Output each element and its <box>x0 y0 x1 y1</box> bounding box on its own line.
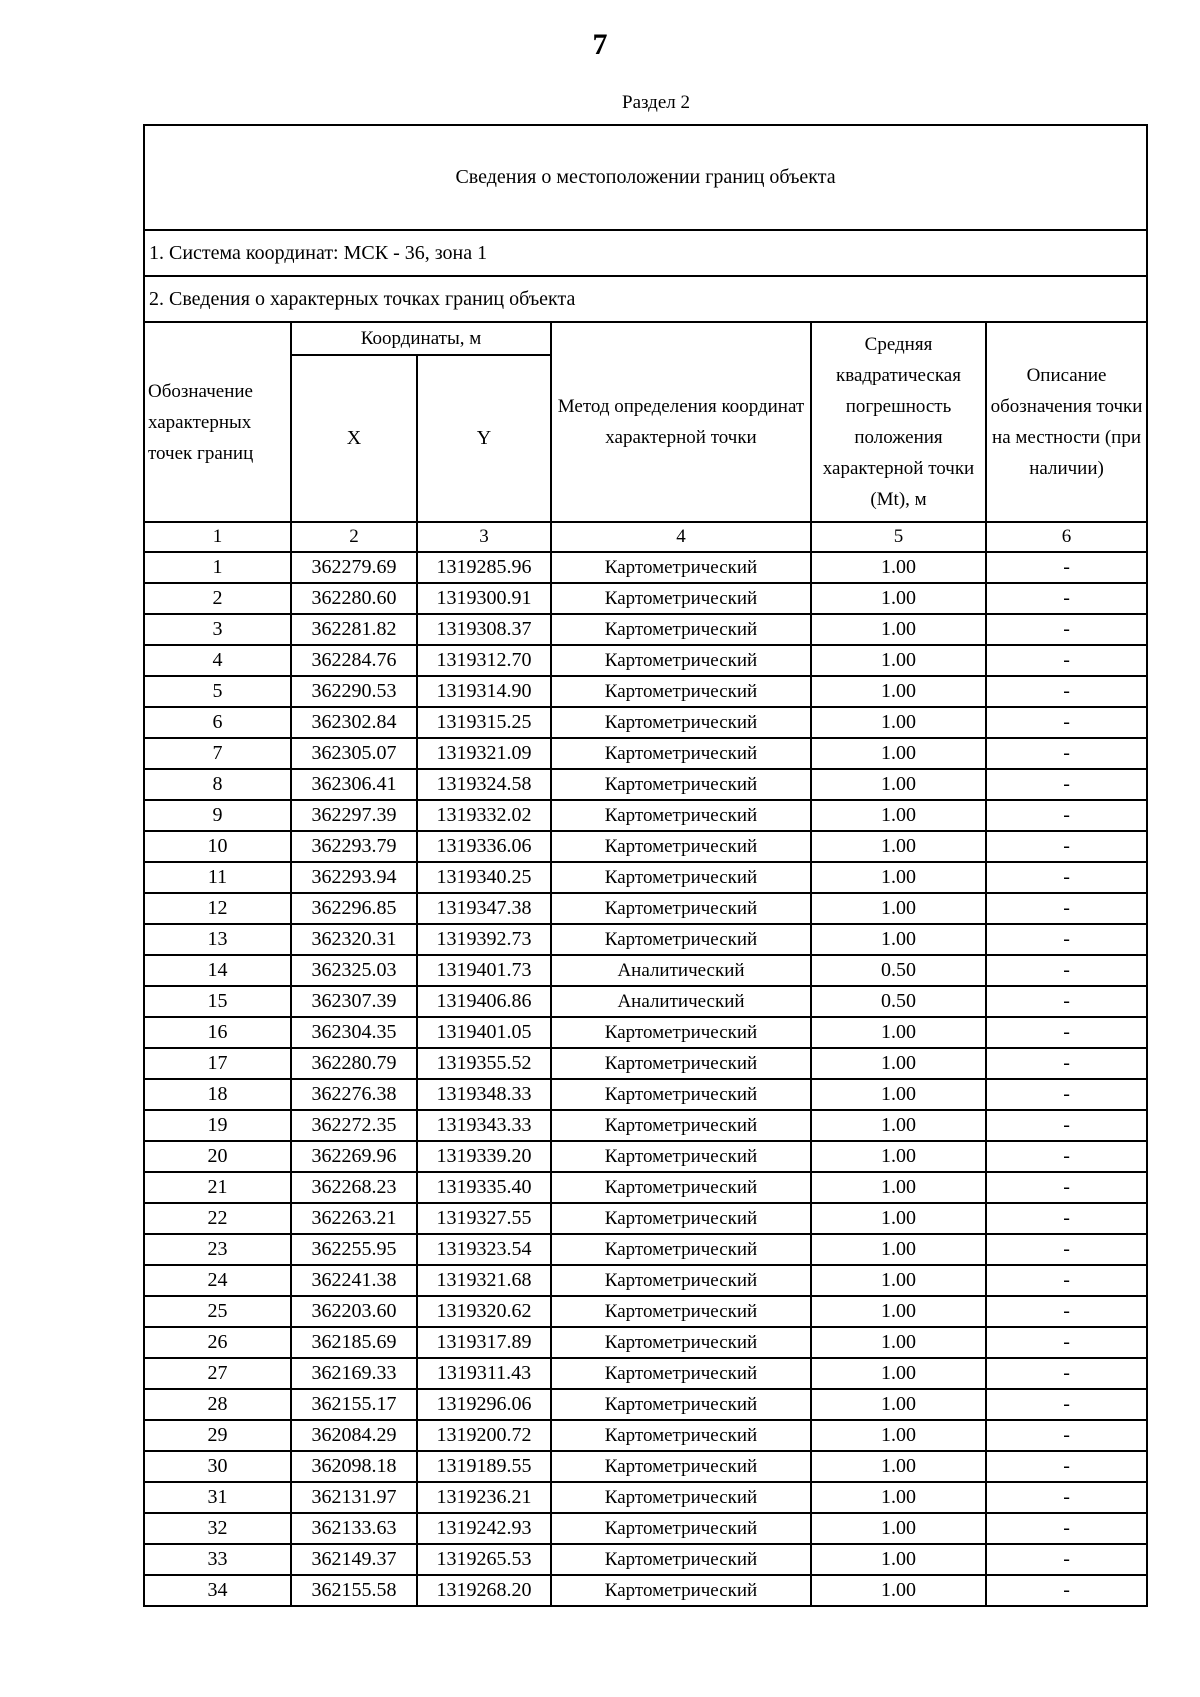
method-cell: Картометрический <box>551 676 811 707</box>
y-coordinate-cell: 1319401.05 <box>417 1017 551 1048</box>
description-cell: - <box>986 955 1147 986</box>
method-cell: Картометрический <box>551 1110 811 1141</box>
accuracy-cell: 1.00 <box>811 1544 986 1575</box>
description-cell: - <box>986 738 1147 769</box>
header-coordinates: Координаты, м <box>291 322 551 355</box>
y-coordinate-cell: 1319348.33 <box>417 1079 551 1110</box>
accuracy-cell: 1.00 <box>811 1265 986 1296</box>
point-number-cell: 7 <box>144 738 291 769</box>
x-coordinate-cell: 362155.58 <box>291 1575 417 1606</box>
accuracy-cell: 1.00 <box>811 831 986 862</box>
y-coordinate-cell: 1319300.91 <box>417 583 551 614</box>
method-cell: Картометрический <box>551 614 811 645</box>
x-coordinate-cell: 362297.39 <box>291 800 417 831</box>
description-cell: - <box>986 1141 1147 1172</box>
table-row <box>144 1203 1147 1234</box>
point-number-cell: 10 <box>144 831 291 862</box>
description-cell: - <box>986 707 1147 738</box>
table-row <box>144 1048 1147 1079</box>
y-coordinate-cell: 1319355.52 <box>417 1048 551 1079</box>
description-cell: - <box>986 1172 1147 1203</box>
accuracy-cell: 1.00 <box>811 893 986 924</box>
table-row <box>144 831 1147 862</box>
y-coordinate-cell: 1319311.43 <box>417 1358 551 1389</box>
table-row <box>144 800 1147 831</box>
method-cell: Картометрический <box>551 1079 811 1110</box>
y-coordinate-cell: 1319321.09 <box>417 738 551 769</box>
coord-system-info: 1. Система координат: МСК - 36, зона 1 <box>144 230 1147 276</box>
description-cell: - <box>986 1048 1147 1079</box>
point-number-cell: 26 <box>144 1327 291 1358</box>
x-coordinate-cell: 362290.53 <box>291 676 417 707</box>
method-cell: Картометрический <box>551 1265 811 1296</box>
header-x: X <box>291 355 417 522</box>
description-cell: - <box>986 1482 1147 1513</box>
accuracy-cell: 1.00 <box>811 1234 986 1265</box>
y-coordinate-cell: 1319242.93 <box>417 1513 551 1544</box>
description-cell: - <box>986 1296 1147 1327</box>
table-row <box>144 614 1147 645</box>
y-coordinate-cell: 1319327.55 <box>417 1203 551 1234</box>
method-cell: Картометрический <box>551 1141 811 1172</box>
accuracy-cell: 1.00 <box>811 1296 986 1327</box>
x-coordinate-cell: 362268.23 <box>291 1172 417 1203</box>
x-coordinate-cell: 362149.37 <box>291 1544 417 1575</box>
x-coordinate-cell: 362241.38 <box>291 1265 417 1296</box>
header-accuracy: Средняя квадратическая погрешность положения характерной точки (Mt), м <box>811 322 986 522</box>
point-number-cell: 20 <box>144 1141 291 1172</box>
point-number-cell: 21 <box>144 1172 291 1203</box>
point-number-cell: 34 <box>144 1575 291 1606</box>
method-cell: Картометрический <box>551 1327 811 1358</box>
table-row <box>144 862 1147 893</box>
y-coordinate-cell: 1319315.25 <box>417 707 551 738</box>
method-cell: Картометрический <box>551 862 811 893</box>
table-row <box>144 1389 1147 1420</box>
method-cell: Картометрический <box>551 1482 811 1513</box>
description-cell: - <box>986 986 1147 1017</box>
x-coordinate-cell: 362279.69 <box>291 552 417 583</box>
description-cell: - <box>986 1575 1147 1606</box>
table-title: Сведения о местоположении границ объекта <box>144 125 1147 230</box>
accuracy-cell: 1.00 <box>811 1575 986 1606</box>
page-number: 7 <box>592 28 608 61</box>
accuracy-cell: 1.00 <box>811 1079 986 1110</box>
table-row <box>144 552 1147 583</box>
table-row <box>144 955 1147 986</box>
accuracy-cell: 1.00 <box>811 738 986 769</box>
x-coordinate-cell: 362284.76 <box>291 645 417 676</box>
description-cell: - <box>986 1203 1147 1234</box>
point-number-cell: 22 <box>144 1203 291 1234</box>
accuracy-cell: 1.00 <box>811 645 986 676</box>
description-cell: - <box>986 1265 1147 1296</box>
y-coordinate-cell: 1319285.96 <box>417 552 551 583</box>
point-number-cell: 25 <box>144 1296 291 1327</box>
header-point-designation: Обозначение характерных точек границ <box>144 322 291 522</box>
point-number-cell: 24 <box>144 1265 291 1296</box>
description-cell: - <box>986 831 1147 862</box>
description-cell: - <box>986 800 1147 831</box>
method-cell: Картометрический <box>551 1420 811 1451</box>
method-cell: Картометрический <box>551 769 811 800</box>
description-cell: - <box>986 924 1147 955</box>
x-coordinate-cell: 362276.38 <box>291 1079 417 1110</box>
table-row <box>144 1482 1147 1513</box>
description-cell: - <box>986 893 1147 924</box>
table-row <box>144 924 1147 955</box>
y-coordinate-cell: 1319336.06 <box>417 831 551 862</box>
point-number-cell: 8 <box>144 769 291 800</box>
y-coordinate-cell: 1319189.55 <box>417 1451 551 1482</box>
point-number-cell: 30 <box>144 1451 291 1482</box>
y-coordinate-cell: 1319343.33 <box>417 1110 551 1141</box>
table-row <box>144 1017 1147 1048</box>
y-coordinate-cell: 1319324.58 <box>417 769 551 800</box>
accuracy-cell: 1.00 <box>811 924 986 955</box>
point-number-cell: 17 <box>144 1048 291 1079</box>
method-cell: Картометрический <box>551 1203 811 1234</box>
table-row <box>144 1451 1147 1482</box>
method-cell: Картометрический <box>551 893 811 924</box>
point-number-cell: 2 <box>144 583 291 614</box>
y-coordinate-cell: 1319332.02 <box>417 800 551 831</box>
method-cell: Аналитический <box>551 955 811 986</box>
description-cell: - <box>986 1327 1147 1358</box>
x-coordinate-cell: 362306.41 <box>291 769 417 800</box>
description-cell: - <box>986 1079 1147 1110</box>
x-coordinate-cell: 362098.18 <box>291 1451 417 1482</box>
table-row <box>144 738 1147 769</box>
method-cell: Картометрический <box>551 1451 811 1482</box>
table-row <box>144 1079 1147 1110</box>
method-cell: Картометрический <box>551 1296 811 1327</box>
table-row <box>144 676 1147 707</box>
x-coordinate-cell: 362169.33 <box>291 1358 417 1389</box>
column-number: 5 <box>811 522 986 552</box>
point-number-cell: 3 <box>144 614 291 645</box>
point-number-cell: 11 <box>144 862 291 893</box>
description-cell: - <box>986 1420 1147 1451</box>
method-cell: Картометрический <box>551 1513 811 1544</box>
x-coordinate-cell: 362320.31 <box>291 924 417 955</box>
column-number: 6 <box>986 522 1147 552</box>
y-coordinate-cell: 1319339.20 <box>417 1141 551 1172</box>
method-cell: Картометрический <box>551 645 811 676</box>
description-cell: - <box>986 1544 1147 1575</box>
description-cell: - <box>986 1513 1147 1544</box>
table-row <box>144 986 1147 1017</box>
description-cell: - <box>986 1234 1147 1265</box>
x-coordinate-cell: 362305.07 <box>291 738 417 769</box>
x-coordinate-cell: 362133.63 <box>291 1513 417 1544</box>
header-description: Описание обозначения точки на местности (при наличии) <box>986 322 1147 522</box>
y-coordinate-cell: 1319335.40 <box>417 1172 551 1203</box>
x-coordinate-cell: 362255.95 <box>291 1234 417 1265</box>
accuracy-cell: 1.00 <box>811 1203 986 1234</box>
accuracy-cell: 1.00 <box>811 1110 986 1141</box>
accuracy-cell: 1.00 <box>811 1451 986 1482</box>
description-cell: - <box>986 1451 1147 1482</box>
x-coordinate-cell: 362280.60 <box>291 583 417 614</box>
table-row <box>144 1172 1147 1203</box>
table-row <box>144 707 1147 738</box>
point-number-cell: 31 <box>144 1482 291 1513</box>
y-coordinate-cell: 1319321.68 <box>417 1265 551 1296</box>
method-cell: Картометрический <box>551 1389 811 1420</box>
y-coordinate-cell: 1319347.38 <box>417 893 551 924</box>
accuracy-cell: 1.00 <box>811 707 986 738</box>
table-row <box>144 893 1147 924</box>
table-row <box>144 1358 1147 1389</box>
x-coordinate-cell: 362304.35 <box>291 1017 417 1048</box>
y-coordinate-cell: 1319340.25 <box>417 862 551 893</box>
description-cell: - <box>986 1017 1147 1048</box>
accuracy-cell: 0.50 <box>811 986 986 1017</box>
method-cell: Картометрический <box>551 552 811 583</box>
description-cell: - <box>986 645 1147 676</box>
column-number-row <box>144 522 1147 552</box>
y-coordinate-cell: 1319406.86 <box>417 986 551 1017</box>
point-number-cell: 4 <box>144 645 291 676</box>
x-coordinate-cell: 362272.35 <box>291 1110 417 1141</box>
x-coordinate-cell: 362302.84 <box>291 707 417 738</box>
accuracy-cell: 1.00 <box>811 676 986 707</box>
description-cell: - <box>986 583 1147 614</box>
method-cell: Картометрический <box>551 583 811 614</box>
x-coordinate-cell: 362296.85 <box>291 893 417 924</box>
accuracy-cell: 0.50 <box>811 955 986 986</box>
accuracy-cell: 1.00 <box>811 1482 986 1513</box>
point-number-cell: 12 <box>144 893 291 924</box>
description-cell: - <box>986 614 1147 645</box>
x-coordinate-cell: 362325.03 <box>291 955 417 986</box>
accuracy-cell: 1.00 <box>811 800 986 831</box>
table-row <box>144 1544 1147 1575</box>
method-cell: Картометрический <box>551 1017 811 1048</box>
x-coordinate-cell: 362203.60 <box>291 1296 417 1327</box>
table-row <box>144 1234 1147 1265</box>
y-coordinate-cell: 1319265.53 <box>417 1544 551 1575</box>
header-y: Y <box>417 355 551 522</box>
description-cell: - <box>986 676 1147 707</box>
y-coordinate-cell: 1319392.73 <box>417 924 551 955</box>
table-row <box>144 1513 1147 1544</box>
point-number-cell: 28 <box>144 1389 291 1420</box>
table-row <box>144 1420 1147 1451</box>
method-cell: Картометрический <box>551 1048 811 1079</box>
accuracy-cell: 1.00 <box>811 1389 986 1420</box>
x-coordinate-cell: 362269.96 <box>291 1141 417 1172</box>
column-number: 2 <box>291 522 417 552</box>
x-coordinate-cell: 362293.79 <box>291 831 417 862</box>
point-number-cell: 29 <box>144 1420 291 1451</box>
method-cell: Картометрический <box>551 1544 811 1575</box>
table-row <box>144 1141 1147 1172</box>
y-coordinate-cell: 1319200.72 <box>417 1420 551 1451</box>
point-number-cell: 1 <box>144 552 291 583</box>
accuracy-cell: 1.00 <box>811 1141 986 1172</box>
x-coordinate-cell: 362084.29 <box>291 1420 417 1451</box>
point-number-cell: 19 <box>144 1110 291 1141</box>
point-number-cell: 23 <box>144 1234 291 1265</box>
point-number-cell: 16 <box>144 1017 291 1048</box>
x-coordinate-cell: 362307.39 <box>291 986 417 1017</box>
accuracy-cell: 1.00 <box>811 1358 986 1389</box>
point-number-cell: 6 <box>144 707 291 738</box>
point-number-cell: 32 <box>144 1513 291 1544</box>
point-number-cell: 27 <box>144 1358 291 1389</box>
description-cell: - <box>986 769 1147 800</box>
x-coordinate-cell: 362185.69 <box>291 1327 417 1358</box>
table-row <box>144 583 1147 614</box>
accuracy-cell: 1.00 <box>811 552 986 583</box>
table-row <box>144 645 1147 676</box>
method-cell: Картометрический <box>551 738 811 769</box>
x-coordinate-cell: 362280.79 <box>291 1048 417 1079</box>
method-cell: Картометрический <box>551 924 811 955</box>
x-coordinate-cell: 362263.21 <box>291 1203 417 1234</box>
description-cell: - <box>986 1110 1147 1141</box>
y-coordinate-cell: 1319317.89 <box>417 1327 551 1358</box>
y-coordinate-cell: 1319296.06 <box>417 1389 551 1420</box>
accuracy-cell: 1.00 <box>811 583 986 614</box>
accuracy-cell: 1.00 <box>811 1017 986 1048</box>
description-cell: - <box>986 862 1147 893</box>
method-cell: Картометрический <box>551 1575 811 1606</box>
column-number: 4 <box>551 522 811 552</box>
accuracy-cell: 1.00 <box>811 1327 986 1358</box>
method-cell: Картометрический <box>551 1172 811 1203</box>
points-heading: 2. Сведения о характерных точках границ объекта <box>144 276 1147 322</box>
method-cell: Картометрический <box>551 831 811 862</box>
y-coordinate-cell: 1319401.73 <box>417 955 551 986</box>
y-coordinate-cell: 1319268.20 <box>417 1575 551 1606</box>
table-row <box>144 769 1147 800</box>
point-number-cell: 13 <box>144 924 291 955</box>
table-row <box>144 1265 1147 1296</box>
accuracy-cell: 1.00 <box>811 1513 986 1544</box>
y-coordinate-cell: 1319314.90 <box>417 676 551 707</box>
x-coordinate-cell: 362281.82 <box>291 614 417 645</box>
y-coordinate-cell: 1319323.54 <box>417 1234 551 1265</box>
method-cell: Картометрический <box>551 707 811 738</box>
y-coordinate-cell: 1319308.37 <box>417 614 551 645</box>
accuracy-cell: 1.00 <box>811 1172 986 1203</box>
y-coordinate-cell: 1319312.70 <box>417 645 551 676</box>
table-row <box>144 1110 1147 1141</box>
table-row <box>144 1296 1147 1327</box>
accuracy-cell: 1.00 <box>811 1048 986 1079</box>
point-number-cell: 15 <box>144 986 291 1017</box>
description-cell: - <box>986 1358 1147 1389</box>
point-number-cell: 14 <box>144 955 291 986</box>
x-coordinate-cell: 362131.97 <box>291 1482 417 1513</box>
table-row <box>144 1575 1147 1606</box>
description-cell: - <box>986 552 1147 583</box>
boundary-points-table <box>143 124 1148 1607</box>
table-row <box>144 1327 1147 1358</box>
header-method: Метод определения координат характерной точки <box>551 322 811 522</box>
method-cell: Картометрический <box>551 800 811 831</box>
accuracy-cell: 1.00 <box>811 614 986 645</box>
accuracy-cell: 1.00 <box>811 862 986 893</box>
y-coordinate-cell: 1319236.21 <box>417 1482 551 1513</box>
x-coordinate-cell: 362293.94 <box>291 862 417 893</box>
point-number-cell: 5 <box>144 676 291 707</box>
method-cell: Картометрический <box>551 1234 811 1265</box>
method-cell: Аналитический <box>551 986 811 1017</box>
accuracy-cell: 1.00 <box>811 1420 986 1451</box>
description-cell: - <box>986 1389 1147 1420</box>
method-cell: Картометрический <box>551 1358 811 1389</box>
point-number-cell: 9 <box>144 800 291 831</box>
column-number: 3 <box>417 522 551 552</box>
section-label: Раздел 2 <box>622 92 690 113</box>
accuracy-cell: 1.00 <box>811 769 986 800</box>
point-number-cell: 18 <box>144 1079 291 1110</box>
y-coordinate-cell: 1319320.62 <box>417 1296 551 1327</box>
column-number: 1 <box>144 522 291 552</box>
x-coordinate-cell: 362155.17 <box>291 1389 417 1420</box>
point-number-cell: 33 <box>144 1544 291 1575</box>
